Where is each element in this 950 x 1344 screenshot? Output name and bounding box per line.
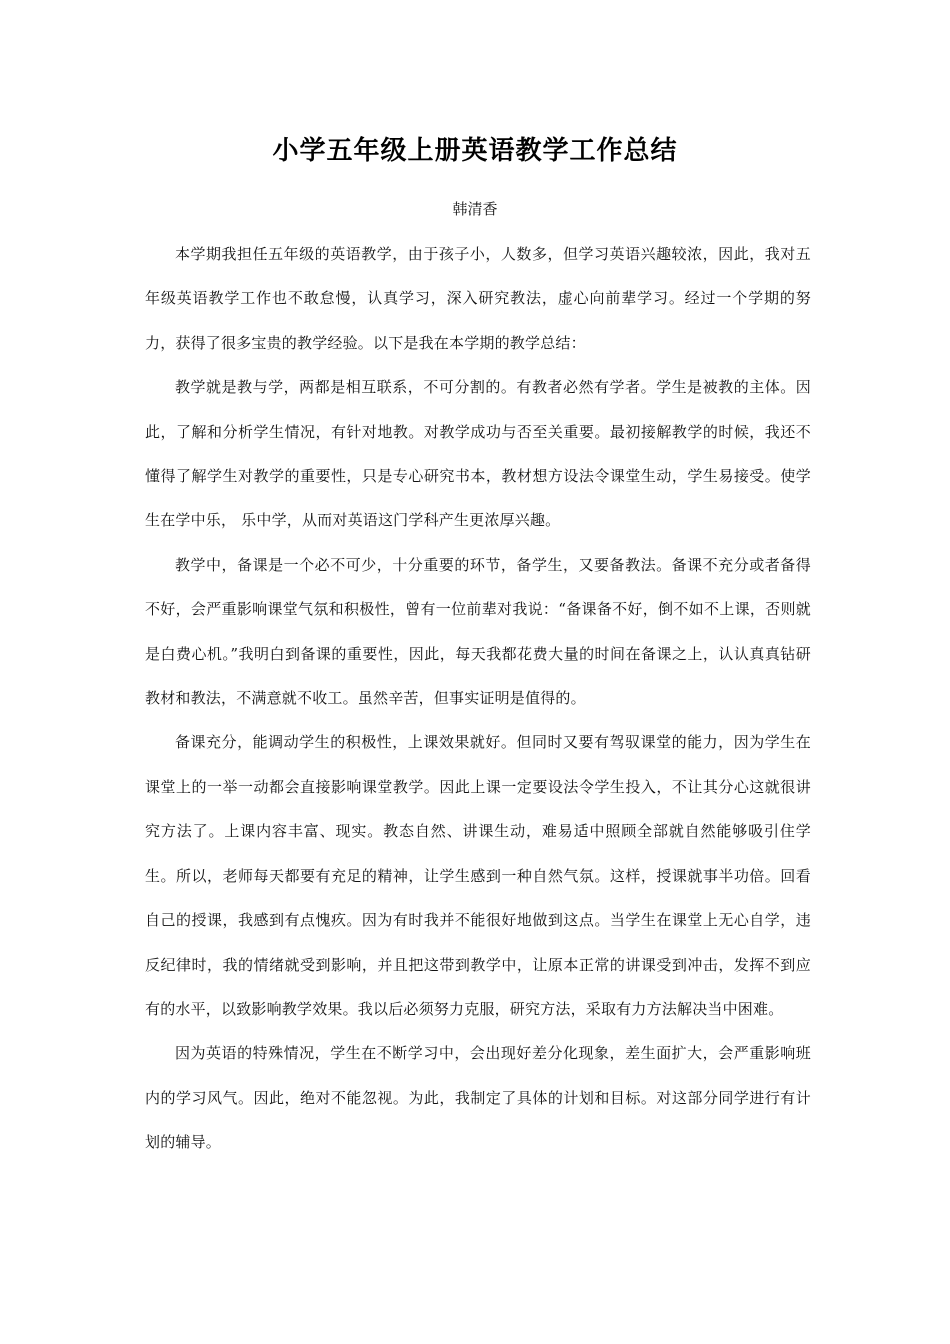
paragraph: 教学就是教与学，两都是相互联系，不可分割的。有教者必然有学者。学生是被教的主体。因此，了解和分析学生情况，有针对地教。对教学成功与否至关重要。最初接解教学的时候，我还不懂得了解学生对教学的重要性，只是专心研究书本，教材想方设法令课堂生动，学生易接受。使学生在学中乐， 乐中学，从而对英语这门学科产生更浓厚兴趣。: [145, 378, 811, 530]
author-name: 韩清香: [452, 200, 498, 218]
document-body: [145, 232, 811, 1165]
document-title: 小学五年级上册英语教学工作总结: [272, 136, 678, 166]
paragraph: 教学中，备课是一个必不可少，十分重要的环节，备学生，又要备教法。备课不充分或者备得不好，会严重影响课堂气氛和积极性，曾有一位前辈对我说：“备课备不好，倒不如不上课，否则就是白费心机。”我明白到备课的重要性，因此，每天我都花费大量的时间在备课之上，认认真真钻研教材和教法，不满意就不收工。虽然辛苦，但事实证明是值得的。: [145, 555, 811, 708]
paragraph: 备课充分，能调动学生的积极性，上课效果就好。但同时又要有驾驭课堂的能力，因为学生在课堂上的一举一动都会直接影响课堂教学。因此上课一定要设法令学生投入，不让其分心这就很讲究方法了。上课内容丰富、现实。教态自然、讲课生动，难易适中照顾全部就自然能够吸引住学生。所以，老师每天都要有充足的精神，让学生感到一种自然气氛。这样，授课就事半功倍。回看自己的授课，我感到有点愧疚。因为有时我并不能很好地做到这点。当学生在课堂上无心自学，违反纪律时，我的情绪就受到影响，并且把这带到教学中，让原本正常的讲课受到冲击，发挥不到应有的水平，以致影响教学效果。我以后必须努力克服，研究方法，采取有力方法解决当中困难。: [145, 733, 811, 1018]
paragraph: 本学期我担任五年级的英语教学，由于孩子小，人数多，但学习英语兴趣较浓，因此，我对五年级英语教学工作也不敢怠慢，认真学习，深入研究教法，虚心向前辈学习。经过一个学期的努力，获得了很多宝贵的教学经验。以下是我在本学期的教学总结：: [145, 245, 811, 352]
paragraph: 因为英语的特殊情况，学生在不断学习中，会出现好差分化现象，差生面扩大，会严重影响班内的学习风气。因此，绝对不能忽视。为此，我制定了具体的计划和目标。对这部分同学进行有计划的辅导。: [145, 1044, 811, 1152]
